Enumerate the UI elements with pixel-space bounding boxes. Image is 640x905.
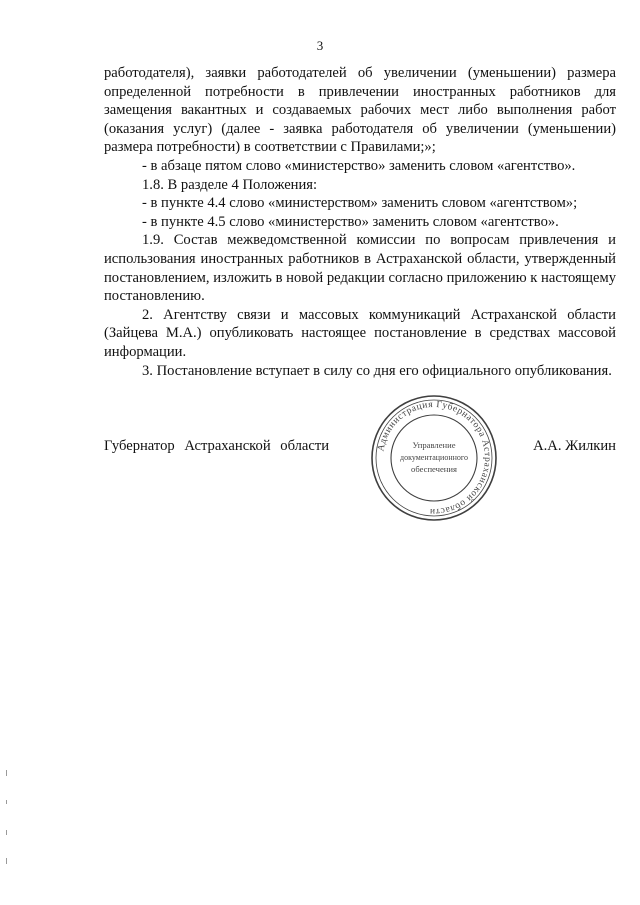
stamp-inner-line-2: документационного <box>400 453 468 462</box>
paragraph-section-3: 3. Постановление вступает в силу со дня его официального опубликования. <box>142 362 612 379</box>
official-stamp <box>368 392 500 524</box>
scan-artifact <box>6 830 7 835</box>
paragraph-continuation: работодателя), заявки работодателей об увеличении (уменьшении) размера определенной потребности в привлечении иностранных работников для замещения вакантных и создаваемых рабочих мест либо выполнения работ (оказания услуг) (далее - заявка работодателя об увеличении (уменьшении) размера потребности) в соответствии с Правилами;»; <box>104 65 616 156</box>
signature-block <box>104 438 616 460</box>
paragraph-amendment-1: - в абзаце пятом слово «министерство» заменить словом «агентство». <box>142 157 576 174</box>
scan-artifact <box>6 858 7 864</box>
paragraph-section-1-9: 1.9. Состав межведомственной комиссии по вопросам привлечения и использования иностранных работников в Астраханской области, утвержденный постановлением, изложить в новой редакции согласно приложению к настоящему постановлению. <box>104 232 616 305</box>
scan-artifact <box>6 770 7 776</box>
stamp-outer-text: Администрация Губернатора Астраханской области <box>376 399 493 517</box>
signatory-title: Губернатор Астраханской области <box>104 438 330 454</box>
document-body <box>104 64 616 380</box>
scan-artifact <box>6 800 7 804</box>
signatory-name: А.А. Жилкин <box>533 438 616 454</box>
page-number: 3 <box>316 38 324 53</box>
stamp-inner-line-1: Управление <box>412 440 456 450</box>
paragraph-amendment-2: - в пункте 4.4 слово «министерством» заменить словом «агентством»; <box>142 195 578 212</box>
paragraph-section-1-8: 1.8. В разделе 4 Положения: <box>142 176 318 193</box>
paragraph-amendment-3: - в пункте 4.5 слово «министерство» заменить словом «агентство». <box>142 213 559 230</box>
paragraph-section-2: 2. Агентству связи и массовых коммуникаций Астраханской области (Зайцева М.А.) опубликовать настоящее постановление в средствах массовой информации. <box>104 306 616 360</box>
stamp-inner-line-3: обеспечения <box>411 464 457 474</box>
